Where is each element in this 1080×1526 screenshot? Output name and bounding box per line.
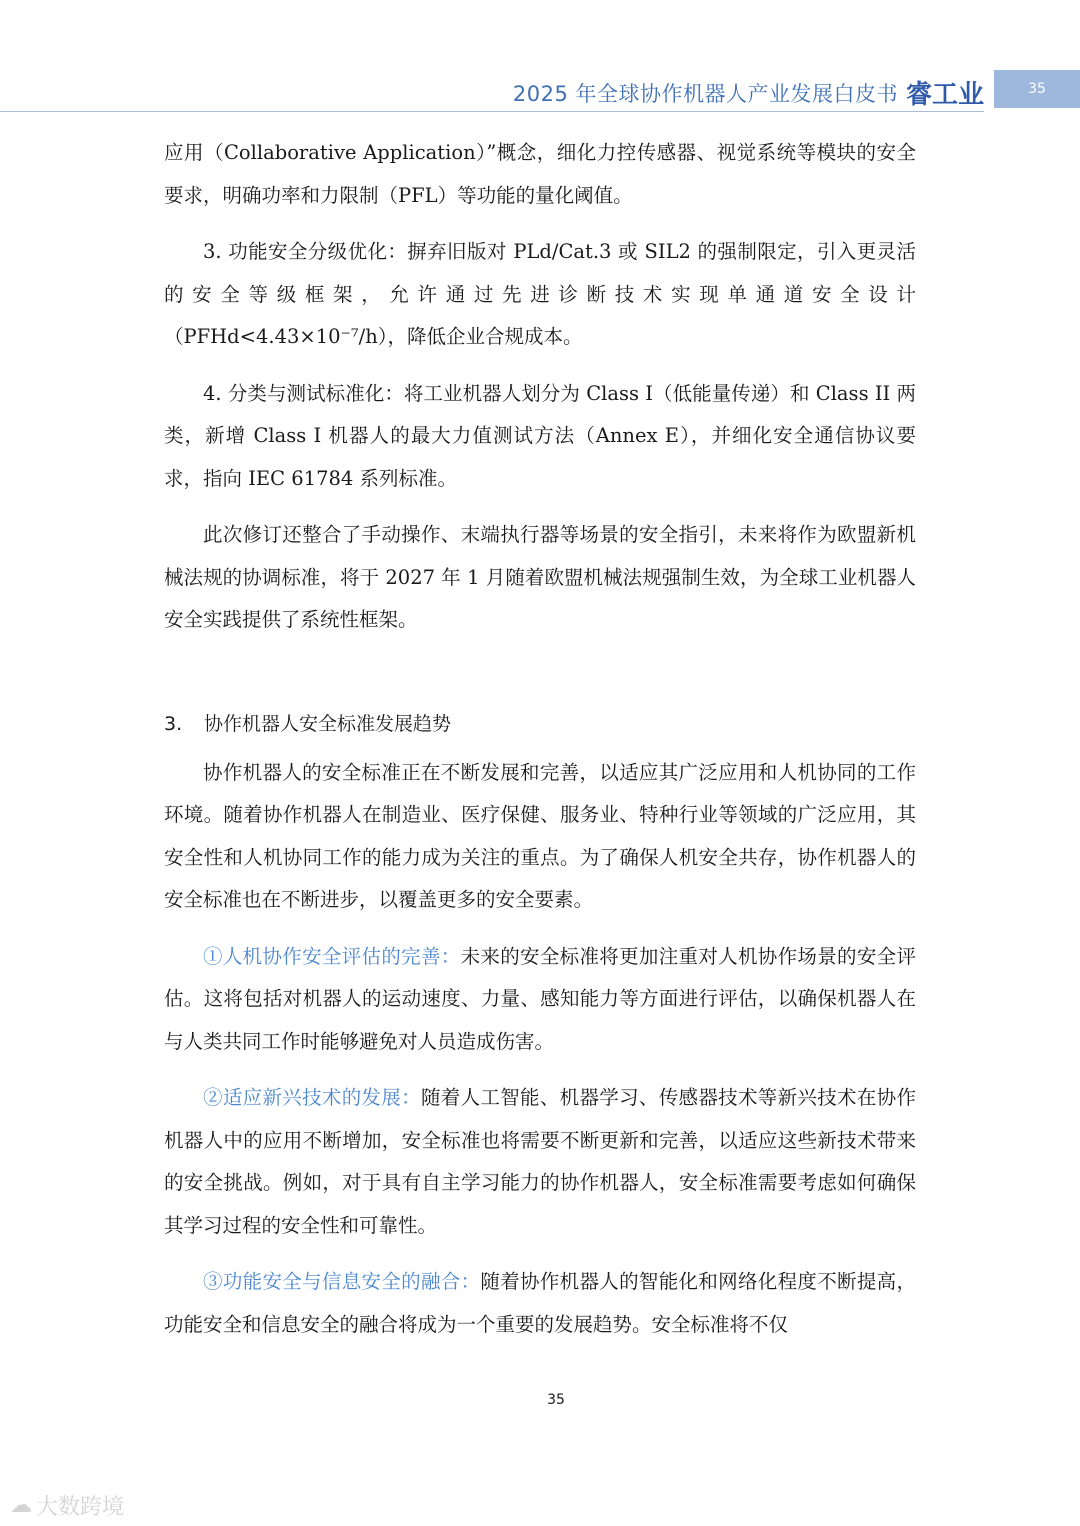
paragraph-item-4: 4. 分类与测试标准化：将工业机器人划分为 Class I（低能量传递）和 Class II 两类，新增 Class I 机器人的最大力值测试方法（Annex E），并细化安全通信协议要求，指向 IEC 61784 系列标准。 xyxy=(164,381,916,490)
page-header xyxy=(0,66,1080,112)
header-title xyxy=(513,74,984,111)
trend-label-3: ③功能安全与信息安全的融合： xyxy=(203,1270,481,1293)
trend-text-2: 随着人工智能、机器学习、传感器技术等新兴技术在协作机器人中的应用不断增加，安全标准也将需要不断更新和完善，以适应这些新技术带来的安全挑战。例如，对于具有自主学习能力的协作机器人，安全标准需要考虑如何确保其学习过程的安全性和可靠性。 xyxy=(164,1086,916,1237)
header-divider xyxy=(0,111,984,112)
trend-item-3 xyxy=(164,1261,916,1346)
trend-label-2: ②适应新兴技术的发展： xyxy=(203,1086,421,1109)
header-page-number: 35 xyxy=(994,70,1080,108)
watermark-logo-icon: ☁ xyxy=(10,1493,32,1518)
trend-item-1 xyxy=(164,936,916,1064)
document-title: 2025 年全球协作机器人产业发展白皮书 xyxy=(512,81,898,106)
watermark-text: 大数跨境 xyxy=(36,1495,125,1520)
watermark xyxy=(10,1490,124,1521)
section-number: 3. xyxy=(164,712,183,735)
paragraph-continuation: 应用（Collaborative Application）”概念，细化力控传感器、视觉系统等模块的安全要求，明确功率和力限制（PFL）等功能的量化阈值。 xyxy=(164,141,916,207)
trend-item-2 xyxy=(164,1077,916,1247)
brand-logo-text: 睿工业 xyxy=(905,80,984,110)
page-body xyxy=(164,132,916,1360)
footer-page-number: 35 xyxy=(547,1392,565,1408)
trend-text-3: 随着协作机器人的智能化和网络化程度不断提高，功能安全和信息安全的融合将成为一个重要的发展趋势。安全标准将不仅 xyxy=(164,1270,916,1336)
section-title: 协作机器人安全标准发展趋势 xyxy=(204,712,452,735)
paragraph-revision-summary: 此次修订还整合了手动操作、末端执行器等场景的安全指引，未来将作为欧盟新机械法规的协调标准，将于 2027 年 1 月随着欧盟机械法规强制生效，为全球工业机器人安全实践提供了系统性框架。 xyxy=(164,523,916,631)
trend-label-1: ①人机协作安全评估的完善： xyxy=(203,944,461,968)
paragraph-section-intro: 协作机器人的安全标准正在不断发展和完善，以适应其广泛应用和人机协同的工作环境。随着协作机器人在制造业、医疗保健、服务业、特种行业等领域的广泛应用，其安全性和人机协同工作的能力成为关注的重点。为了确保人机安全共存，协作机器人的安全标准也在不断进步，以覆盖更多的安全要素。 xyxy=(164,760,916,911)
trend-text-1: 未来的安全标准将更加注重对人机协作场景的安全评估。这将包括对机器人的运动速度、力量、感知能力等方面进行评估，以确保机器人在与人类共同工作时能够避免对人员造成伤害。 xyxy=(164,944,916,1053)
section-heading xyxy=(164,706,916,742)
paragraph-item-3: 3. 功能安全分级优化：摒弃旧版对 PLd/Cat.3 或 SIL2 的强制限定，引入更灵活的安全等级框架，允许通过先进诊断技术实现单通道安全设计（PFHd<4.43×10⁻⁷/h），降低企业合规成本。 xyxy=(164,240,916,348)
